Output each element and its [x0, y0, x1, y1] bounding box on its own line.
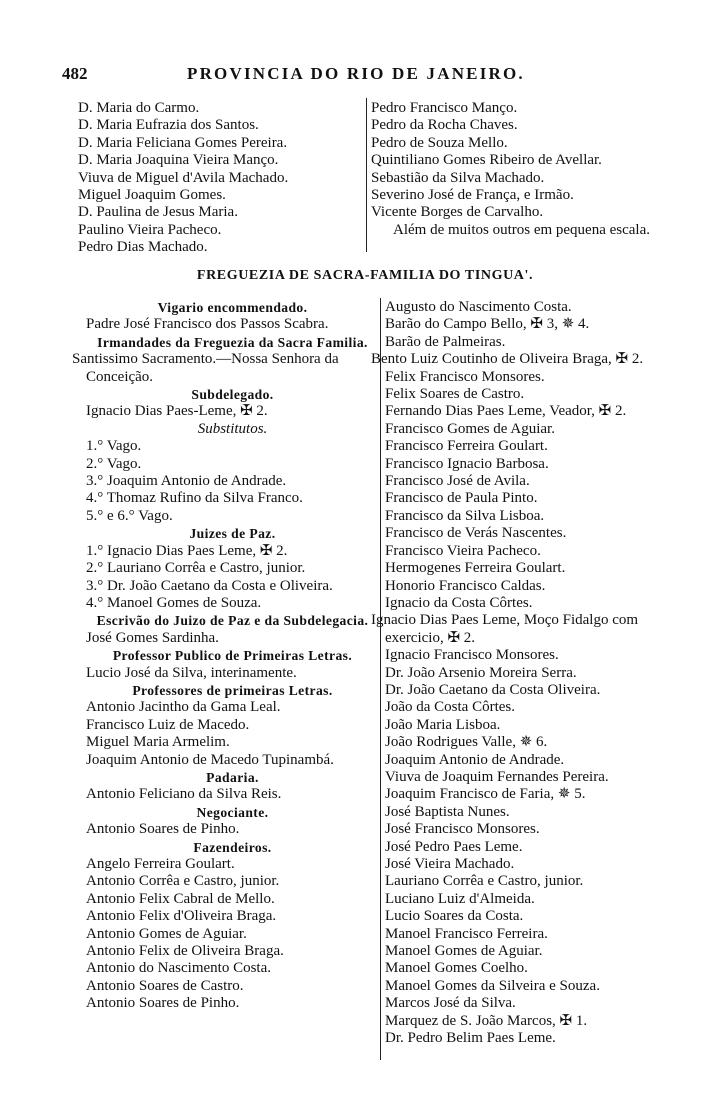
list-item: 1.° Vago. [86, 438, 142, 455]
list-item: Antonio do Nascimento Costa. [86, 960, 271, 977]
list-item: Marquez de S. João Marcos, ✠ 1. [385, 1012, 588, 1029]
list-item: Pedro Dias Machado. [78, 239, 208, 256]
list-item: 4.° Thomaz Rufino da Silva Franco. [86, 490, 303, 507]
list-item: Barão de Palmeiras. [385, 333, 506, 350]
list-item: Felix Soares de Castro. [385, 386, 525, 403]
list-item: Manoel Gomes Coelho. [385, 960, 528, 977]
section-title: FREGUEZIA DE SACRA-FAMILIA DO TINGUA'. [196, 268, 534, 283]
subheading-padaria: Padaria. [206, 769, 259, 785]
list-item: 1.° Ignacio Dias Paes Leme, ✠ 2. [86, 542, 288, 559]
list-item: Miguel Maria Armelim. [86, 734, 230, 751]
list-item: Honorio Francisco Caldas. [385, 577, 546, 594]
list-item: Fernando Dias Paes Leme, Veador, ✠ 2. [385, 403, 627, 420]
list-item: Antonio Felix Cabral de Mello. [86, 890, 275, 907]
list-item: Vicente Borges de Carvalho. [371, 204, 544, 221]
list-item: Hermogenes Ferreira Goulart. [385, 560, 566, 577]
list-item: José Baptista Nunes. [385, 803, 510, 820]
list-item: Viuva de Miguel d'Avila Machado. [78, 169, 289, 186]
list-item: Paulino Vieira Pacheco. [78, 221, 222, 238]
list-item: Dr. João Caetano da Costa Oliveira. [385, 681, 601, 698]
top-right-column [371, 100, 671, 239]
list-item: D. Maria Feliciana Gomes Pereira. [78, 134, 288, 151]
list-item: Ignacio Francisco Monsores. [385, 647, 559, 664]
list-item: Pedro de Souza Mello. [371, 134, 508, 151]
list-item: Luciano Luiz d'Almeida. [385, 890, 535, 907]
list-item: Manoel Gomes de Aguiar. [385, 943, 543, 960]
list-item: Antonio Corrêa e Castro, junior. [86, 873, 280, 890]
list-item: Pedro Francisco Manço. [371, 100, 518, 116]
running-title: PROVINCIA DO RIO DE JANEIRO. [187, 64, 525, 83]
list-item: D. Maria Eufrazia dos Santos. [78, 117, 259, 134]
list-item: Joaquim Antonio de Macedo Tupinambá. [86, 751, 334, 768]
list-item: Francisco José de Avila. [385, 473, 530, 490]
list-item: D. Maria do Carmo. [78, 100, 200, 116]
list-item: Francisco da Silva Lisboa. [385, 507, 545, 524]
list-item: Joaquim Francisco de Faria, ✵ 5. [385, 786, 586, 803]
list-item: Augusto do Nascimento Costa. [385, 299, 572, 315]
list-item: 2.° Vago. [86, 455, 142, 472]
list-item: Lucio Soares da Costa. [385, 908, 524, 925]
list-item: Francisco de Verás Nascentes. [385, 525, 567, 542]
list-item: Dr. João Arsenio Moreira Serra. [385, 664, 577, 681]
list-item: 5.° e 6.° Vago. [86, 507, 173, 524]
list-item: D. Paulina de Jesus Maria. [78, 204, 238, 221]
list-item: Marcos José da Silva. [385, 995, 516, 1012]
list-item: Ignacio da Costa Côrtes. [385, 594, 533, 611]
list-item: Antonio Felix de Oliveira Braga. [86, 943, 284, 960]
subheading-subdelegado: Subdelegado. [191, 387, 274, 403]
page-number: 482 [62, 64, 88, 83]
list-item: 4.° Manoel Gomes de Souza. [86, 594, 262, 611]
list-item: Francisco Ignacio Barbosa. [385, 455, 549, 472]
list-item: D. Maria Joaquina Vieira Manço. [78, 152, 279, 169]
list-item: José Pedro Paes Leme. [385, 838, 523, 855]
list-item: Antonio Jacintho da Gama Leal. [86, 699, 281, 716]
list-item: Manoel Gomes da Silveira e Souza. [385, 977, 600, 994]
top-left-column [78, 100, 360, 257]
subheading-substitutos: Substitutos. [197, 420, 268, 437]
list-item: Severino José de França, e Irmão. [371, 187, 574, 204]
list-item: Pedro da Rocha Chaves. [371, 117, 518, 134]
list-item: Miguel Joaquim Gomes. [78, 187, 226, 204]
list-item: Sebastião da Silva Machado. [371, 169, 545, 186]
list-item: Francisco Vieira Pacheco. [385, 542, 541, 559]
subheading-vigario: Vigario encommendado. [157, 300, 308, 315]
subheading-juizes: Juizes de Paz. [189, 526, 276, 542]
list-item: Antonio Gomes de Aguiar. [86, 925, 247, 942]
list-item: Felix Francisco Monsores. [385, 368, 545, 385]
list-item: Joaquim Antonio de Andrade. [385, 751, 565, 768]
list-item: João da Costa Côrtes. [385, 699, 515, 716]
subheading-professores: Professores de primeiras Letras. [132, 682, 333, 698]
list-item: José Vieira Machado. [385, 856, 515, 872]
list-item: Bento Luiz Coutinho de Oliveira Braga, ✠ 2. [371, 351, 644, 368]
list-item: Antonio Feliciano da Silva Reis. [86, 786, 282, 803]
list-item: Lauriano Corrêa e Castro, junior. [385, 873, 584, 890]
list-item: Dr. Pedro Belim Paes Leme. [385, 1030, 556, 1047]
list-item: José Francisco Monsores. [385, 821, 540, 838]
list-item: Antonio Soares de Castro. [86, 977, 244, 994]
list-item: Lucio José da Silva, interinamente. [86, 664, 297, 681]
list-item: Francisco Luiz de Macedo. [86, 716, 250, 733]
list-item: José Gomes Sardinha. [86, 629, 219, 646]
list-item: João Rodrigues Valle, ✵ 6. [385, 734, 548, 751]
list-item: 3.° Dr. João Caetano da Costa e Oliveira. [86, 577, 333, 594]
list-item: Antonio Felix d'Oliveira Braga. [86, 908, 277, 925]
subheading-fazendeiros: Fazendeiros. [193, 839, 272, 855]
list-item: Francisco Gomes de Aguiar. [385, 420, 555, 437]
list-item: Além de muitos outros em pequena escala. [393, 221, 651, 238]
page-header [62, 62, 662, 90]
list-item: 3.° Joaquim Antonio de Andrade. [86, 473, 287, 490]
parish-left-column [72, 299, 379, 1013]
list-item: Manoel Francisco Ferreira. [385, 925, 548, 942]
list-item: João Maria Lisboa. [385, 716, 501, 733]
list-item: 2.° Lauriano Corrêa e Castro, junior. [86, 560, 306, 577]
list-item: Francisco de Paula Pinto. [385, 490, 538, 507]
list-item: Quintiliano Gomes Ribeiro de Avellar. [371, 152, 602, 169]
list-item: Viuva de Joaquim Fernandes Pereira. [385, 768, 609, 785]
subheading-professor: Professor Publico de Primeiras Letras. [112, 648, 353, 664]
parish-right-column [371, 299, 675, 1047]
list-item: Antonio Soares de Pinho. [86, 821, 240, 838]
list-item: Francisco Ferreira Goulart. [385, 438, 548, 455]
list-item: Angelo Ferreira Goulart. [86, 856, 235, 872]
list-item: Padre José Francisco dos Passos Scabra. [86, 316, 329, 333]
subheading-escrivao: Escrivão do Juizo de Paz e da Subdelegacia. [96, 613, 369, 629]
list-item: Ignacio Dias Paes Leme, Moço Fidalgo com exercicio, ✠ 2. [371, 612, 639, 646]
list-item: Ignacio Dias Paes-Leme, ✠ 2. [86, 403, 268, 420]
column-divider [366, 98, 367, 252]
list-item: Barão do Campo Bello, ✠ 3, ✵ 4. [385, 316, 590, 333]
subheading-irmandades: Irmandades da Freguezia da Sacra Familia. [97, 334, 368, 350]
column-divider [380, 298, 381, 1060]
list-item: Santissimo Sacramento.—Nossa Senhora da Conceição. [72, 351, 339, 385]
list-item: Antonio Soares de Pinho. [86, 995, 240, 1012]
subheading-negociante: Negociante. [196, 804, 269, 820]
